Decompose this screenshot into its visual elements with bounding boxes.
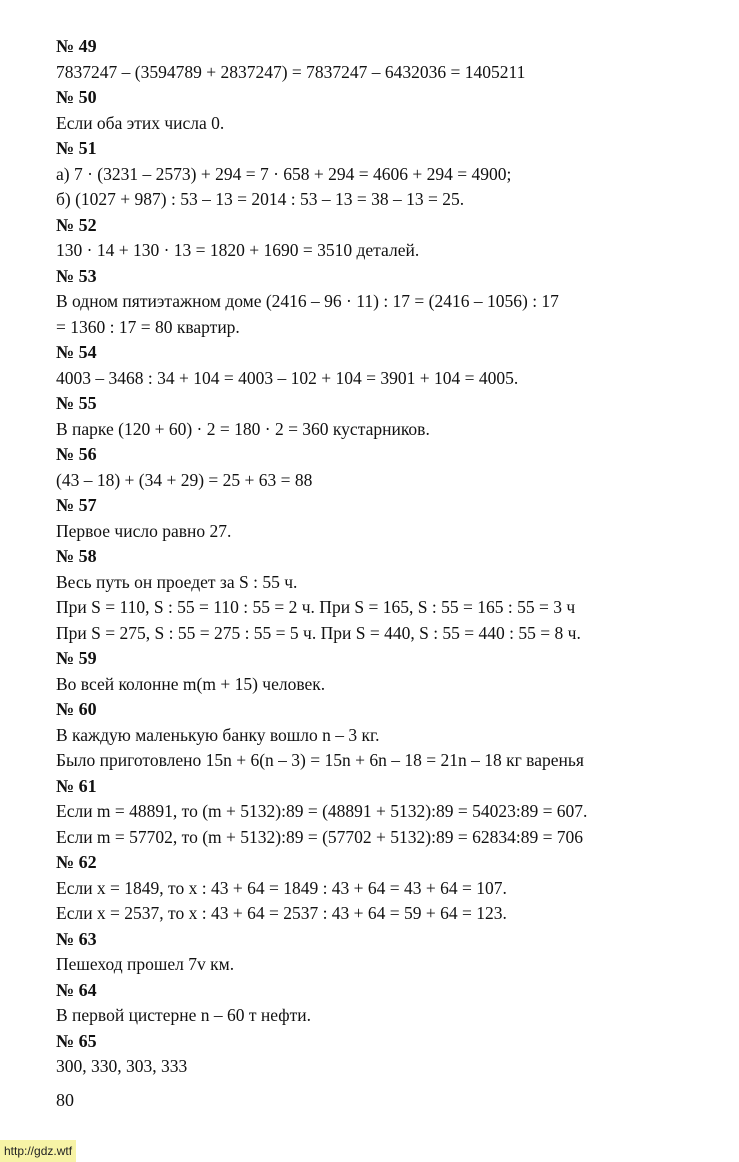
problem-number: № 63: [56, 928, 97, 949]
solution-line: 130 · 14 + 130 · 13 = 1820 + 1690 = 3510 деталей.: [56, 240, 420, 260]
problem-block: [56, 850, 696, 927]
page-number: 80: [56, 1090, 74, 1110]
problem-number: № 51: [56, 138, 97, 158]
solution-line: Весь путь он проедет за S : 55 ч.: [56, 571, 298, 592]
problem-block: [56, 391, 696, 442]
problem-number: № 56: [56, 444, 97, 464]
problem-number: № 57: [56, 495, 97, 515]
solution-line: В одном пятиэтажном доме (2416 – 96 · 11) : 17 = (2416 – 1056) : 17: [56, 291, 559, 311]
problem-block: [56, 34, 696, 85]
problem-block: [56, 544, 696, 646]
solution-line: В каждую маленькую банку вошло n – 3 кг.: [56, 724, 380, 745]
problem-block: [56, 442, 696, 493]
footer-url[interactable]: http://gdz.wtf: [0, 1140, 76, 1162]
problem-block: [56, 136, 696, 213]
solution-line: 7837247 – (3594789 + 2837247) = 7837247 – 6432036 = 1405211: [56, 61, 526, 82]
problem-number: № 61: [56, 775, 97, 796]
problem-block: [56, 774, 696, 851]
solution-line: Если оба этих числа 0.: [56, 112, 225, 133]
problem-block: [56, 646, 696, 697]
solution-line: а) 7 · (3231 – 2573) + 294 = 7 · 658 + 294 = 4606 + 294 = 4900;: [56, 163, 512, 184]
problem-number: № 62: [56, 852, 97, 872]
problem-block: [56, 978, 696, 1029]
solution-line: При S = 275, S : 55 = 275 : 55 = 5 ч. При S = 440, S : 55 = 440 : 55 = 8 ч.: [56, 622, 581, 643]
solution-line: В первой цистерне n – 60 т нефти.: [56, 1005, 311, 1025]
problem-block: [56, 213, 696, 264]
solution-line: Первое число равно 27.: [56, 520, 232, 541]
problem-block: [56, 264, 696, 341]
solution-line: Было приготовлено 15n + 6(n – 3) = 15n + 6n – 18 = 21n – 18 кг варенья: [56, 750, 584, 770]
solution-line: Если m = 57702, то (m + 5132):89 = (57702 + 5132):89 = 62834:89 = 706: [56, 826, 584, 847]
solution-line: 4003 – 3468 : 34 + 104 = 4003 – 102 + 104 = 3901 + 104 = 4005.: [56, 367, 519, 388]
solution-line: (43 – 18) + (34 + 29) = 25 + 63 = 88: [56, 469, 313, 490]
solution-line: б) (1027 + 987) : 53 – 13 = 2014 : 53 – 13 = 38 – 13 = 25.: [56, 189, 465, 209]
problem-block: [56, 927, 696, 978]
solution-line: Во всей колонне m(m + 15) человек.: [56, 673, 326, 694]
problem-number: № 58: [56, 546, 97, 566]
problem-number: № 54: [56, 342, 97, 362]
solution-line: Если m = 48891, то (m + 5132):89 = (48891 + 5132):89 = 54023:89 = 607.: [56, 801, 588, 821]
solution-line: В парке (120 + 60) · 2 = 180 · 2 = 360 кустарников.: [56, 418, 430, 439]
problem-number: № 50: [56, 87, 97, 107]
problem-block: [56, 697, 696, 774]
problem-number: № 49: [56, 36, 97, 56]
problem-block: [56, 340, 696, 391]
solution-line: = 1360 : 17 = 80 квартир.: [56, 316, 240, 337]
problem-number: № 52: [56, 214, 97, 235]
problem-block: [56, 1029, 696, 1080]
problem-number: № 53: [56, 265, 97, 286]
solution-line: Пешеход прошел 7v км.: [56, 954, 235, 974]
solution-line: Если x = 1849, то x : 43 + 64 = 1849 : 43 + 64 = 43 + 64 = 107.: [56, 877, 507, 898]
problem-number: № 59: [56, 648, 97, 668]
problem-number: № 65: [56, 1030, 97, 1051]
solution-line: Если x = 2537, то x : 43 + 64 = 2537 : 43 + 64 = 59 + 64 = 123.: [56, 903, 507, 923]
solution-line: 300, 330, 303, 333: [56, 1056, 188, 1076]
problem-number: № 64: [56, 979, 97, 1000]
problem-number: № 60: [56, 699, 97, 719]
solutions-list: [56, 34, 696, 1080]
solution-line: При S = 110, S : 55 = 110 : 55 = 2 ч. При S = 165, S : 55 = 165 : 55 = 3 ч: [56, 597, 576, 617]
problem-block: [56, 85, 696, 136]
problem-number: № 55: [56, 393, 97, 413]
problem-block: [56, 493, 696, 544]
